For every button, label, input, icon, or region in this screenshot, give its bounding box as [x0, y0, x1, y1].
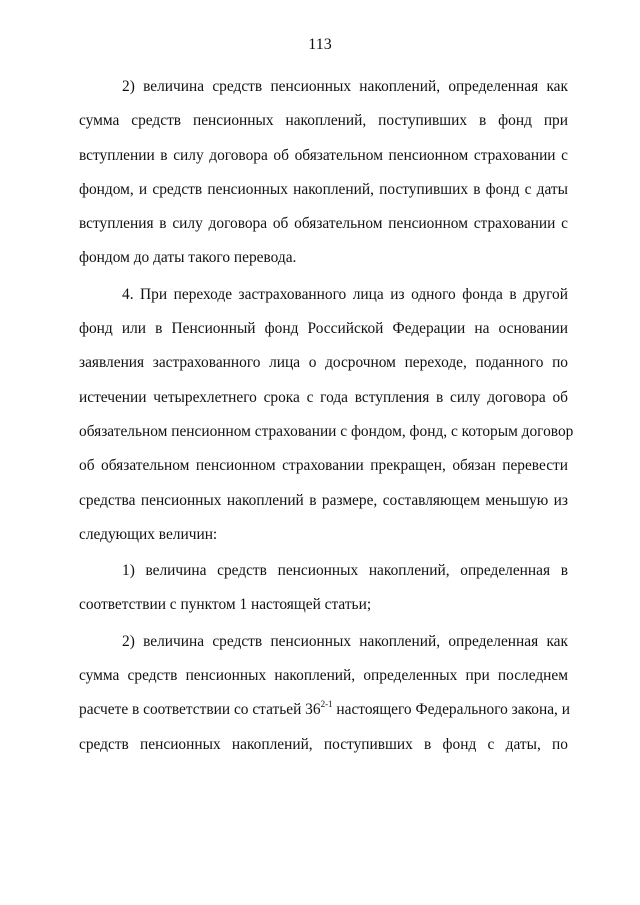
text-line: 4. При переходе застрахованного лица из одного фонда в другой	[122, 285, 568, 303]
text-line: 1) величина средств пенсионных накоплений, определенная в	[122, 562, 568, 580]
paragraph-item-4	[79, 278, 574, 552]
text-line: следующих величин:	[79, 525, 218, 543]
text-line: средств пенсионных накоплений, поступивших в фонд с даты, по	[79, 735, 568, 753]
text-line: 2) величина средств пенсионных накоплений, определенная как	[122, 632, 568, 650]
article-superscript: 2-1	[320, 699, 333, 710]
text-line: средства пенсионных накоплений в размере, составляющем меньшую из	[79, 491, 568, 509]
text-line: вступления в силу договора об обязательном пенсионном страховании с	[79, 215, 568, 233]
text-line: 2) величина средств пенсионных накоплений, определенная как	[122, 78, 568, 95]
page-number: 113	[308, 36, 332, 53]
paragraph-clause-1	[79, 554, 568, 623]
text-line: фонд или в Пенсионный фонд Российской Федерации на основании	[79, 320, 568, 338]
text-line: фондом до даты такого перевода.	[79, 249, 297, 267]
text-line: заявления застрахованного лица о досрочном переходе, поданного по	[79, 354, 568, 372]
text-segment: расчете в соответствии со статьей 36	[79, 701, 321, 719]
text-line: соответствии с пунктом 1 настоящей статьи;	[79, 596, 372, 614]
paragraph-clause-2-calculation	[79, 625, 568, 762]
text-segment: настоящего Федерального закона, и	[332, 701, 570, 719]
text-line-with-superscript	[79, 693, 568, 727]
paragraph-clause-2-transfer	[79, 70, 568, 276]
text-line: об обязательном пенсионном страховании прекращен, обязан перевести	[79, 457, 568, 475]
text-line: фондом, и средств пенсионных накоплений, поступивших в фонд с даты	[79, 180, 568, 198]
text-line: вступлении в силу договора об обязательном пенсионном страховании с	[79, 146, 568, 164]
text-line: обязательном пенсионном страховании с фондом, фонд, с которым договор	[79, 422, 574, 440]
text-line: истечении четырехлетнего срока с года вступления в силу договора об	[79, 388, 568, 406]
body-text	[79, 70, 574, 762]
text-line: сумма средств пенсионных накоплений, поступивших в фонд при	[79, 112, 568, 130]
text-line: сумма средств пенсионных накоплений, определенных при последнем	[79, 667, 568, 685]
